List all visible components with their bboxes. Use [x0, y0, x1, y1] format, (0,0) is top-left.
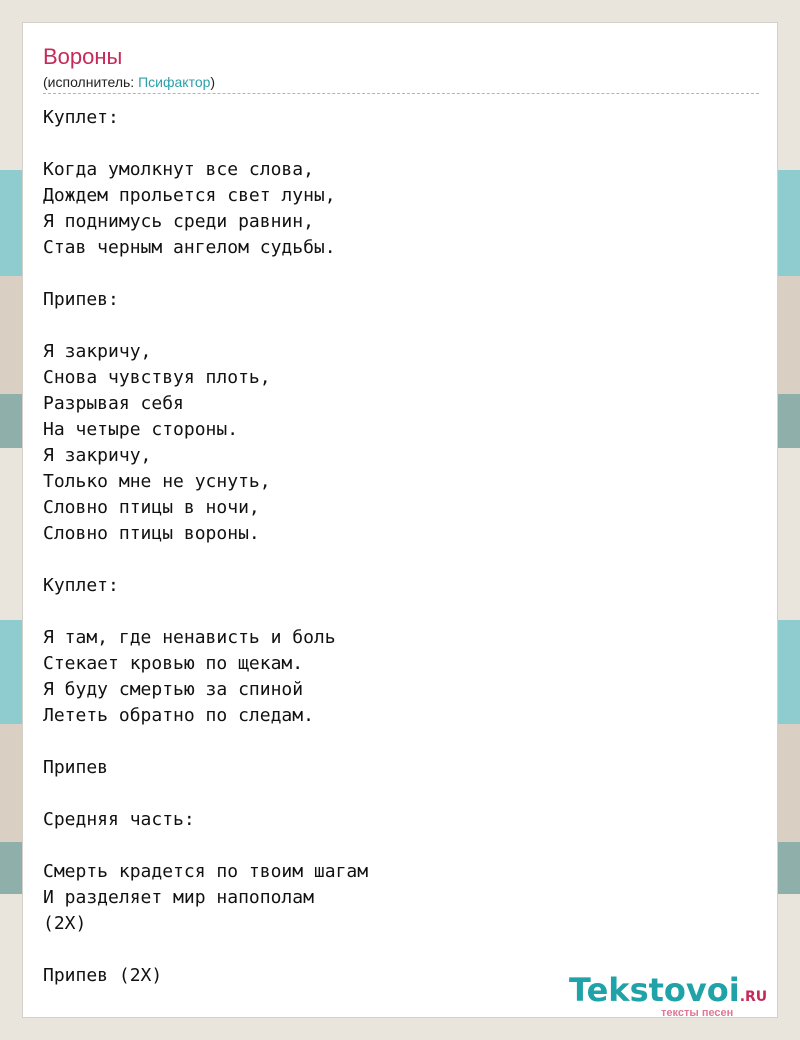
lyrics-card: [22, 22, 778, 1018]
logo-tagline: тексты песен: [661, 1007, 734, 1019]
artist-prefix: (исполнитель:: [43, 74, 139, 90]
artist-line: [43, 73, 215, 91]
title-divider: [43, 93, 759, 94]
lyrics-text: Куплет: Когда умолкнут все слова, Дождем прольется свет луны, Я поднимусь среди равнин, Став черным ангелом судьбы. Припев: Я закричу, Снова чувствуя плоть, Разрывая себя На четыре стороны. Я закричу, Только мне не уснуть, Словно птицы в ночи, Словно птицы вороны. Куплет: Я там, где ненависть и боль Стекает кровью по щекам. Я буду смертью за спиной Лететь обратно по следам. Припев Средняя часть: Смерть крадется по твоим шагам И разделяет мир напополам (2X) Припев (2X): [43, 107, 369, 986]
site-logo[interactable]: [569, 973, 779, 1021]
artist-suffix: ): [210, 74, 216, 90]
logo-tld: .RU: [739, 989, 768, 1005]
song-title: Вороны: [43, 44, 123, 69]
artist-link[interactable]: Псифактор: [138, 74, 211, 90]
logo-wordmark: Tekstovoi: [569, 971, 740, 1009]
